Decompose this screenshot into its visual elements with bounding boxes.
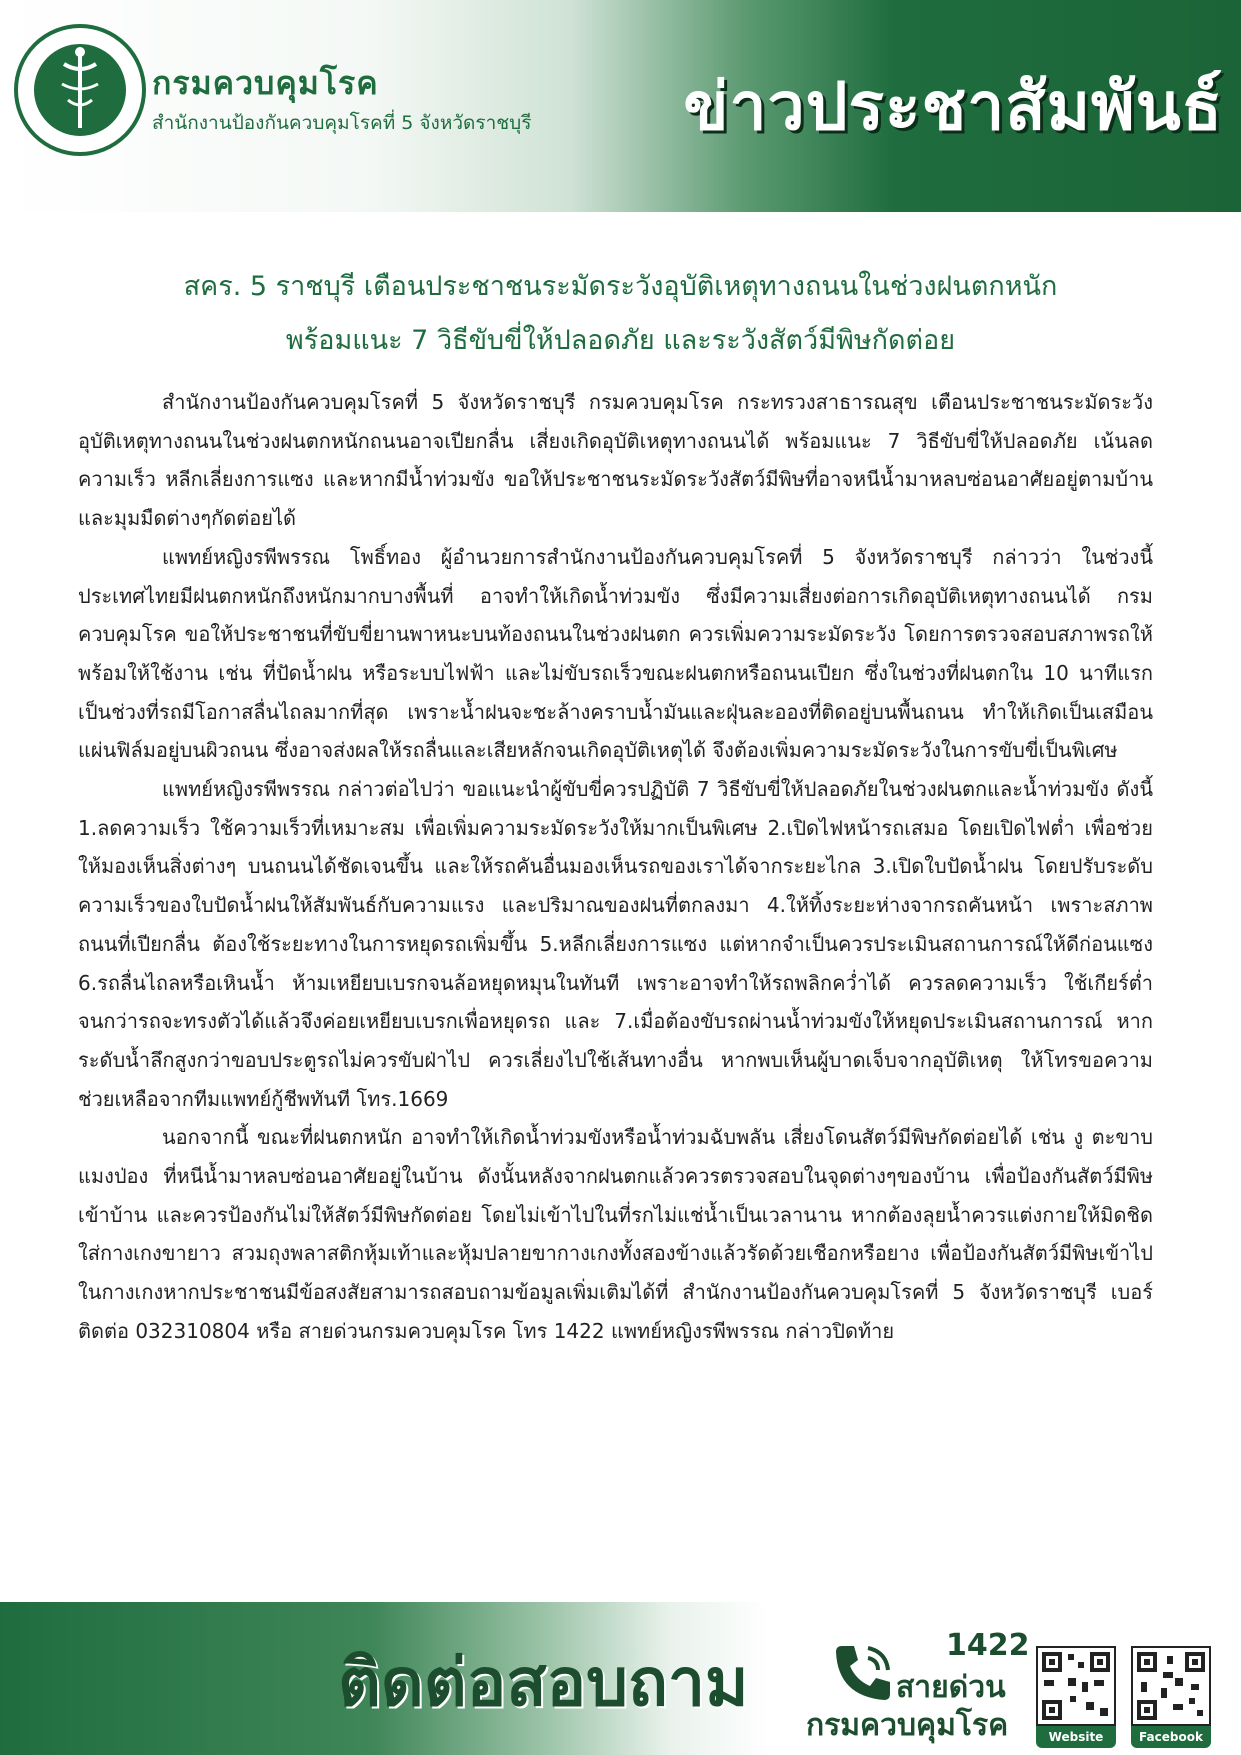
headline: [60, 260, 1181, 368]
headline-line-1: สคร. 5 ราชบุรี เตือนประชาชนระมัดระวังอุบัติเหตุทางถนนในช่วงฝนตกหนัก: [183, 271, 1058, 302]
office-name: สำนักงานป้องกันควบคุมโรคที่ 5 จังหวัดราชบุรี: [152, 112, 532, 134]
phone-icon: [828, 1638, 898, 1708]
page-footer: [0, 1602, 1241, 1755]
hotline-label: สายด่วน: [896, 1670, 1006, 1705]
paragraph-1: สำนักงานป้องกันควบคุมโรคที่ 5 จังหวัดราชบุรี กรมควบคุมโรค กระทรวงสาธารณสุข เตือนประชาชนระมัดระวังอุบัติเหตุทางถนนในช่วงฝนตกหนักถนนอาจเปียกลื่น เสี่ยงเกิดอุบัติเหตุทางถนนได้ พร้อมแนะ 7 วิธีขับขี่ให้ปลอดภัย เน้นลดความเร็ว หลีกเลี่ยงการแซง และหากมีน้ำท่วมขัง ขอให้ประชาชนระมัดระวังสัตว์มีพิษที่อาจหนีน้ำมาหลบซ่อนอาศัยอยู่ตามบ้าน และมุมมืดต่างๆกัดต่อยได้: [78, 390, 1153, 531]
article-body: [78, 383, 1153, 1351]
news-title: ข่าวประชาสัมพันธ์: [683, 68, 1223, 145]
paragraph-4: นอกจากนี้ ขณะที่ฝนตกหนัก อาจทำให้เกิดน้ำท่วมขังหรือน้ำท่วมฉับพลัน เสี่ยงโดนสัตว์มีพิษกัดต่อยได้ เช่น งู ตะขาบ แมงป่อง ที่หนีน้ำมาหลบซ่อนอาศัยอยู่ในบ้าน ดังนั้นหลังจากฝนตกแล้วควรตรวจสอบในจุดต่างๆของบ้าน เพื่อป้องกันสัตว์มีพิษเข้าบ้าน และควรป้องกันไม่ให้สัตว์มีพิษกัดต่อย โดยไม่เข้าไปในที่รกไม่แช่น้ำเป็นเวลานาน หากต้องลุยน้ำควรแต่งกายให้มิดชิด ใส่กางเกงขายาว สวมถุงพลาสติกหุ้มเท้าและหุ้มปลายขากางเกงทั้งสองข้างแล้วรัดด้วยเชือกหรือยาง เพื่อป้องกันสัตว์มีพิษเข้าไปในกางเกงหากประชาชนมีข้อสงสัยสามารถสอบถามข้อมูลเพิ่มเติมได้ที่ สำนักงานป้องกันควบคุมโรคที่ 5 จังหวัดราชบุรี เบอร์ติดต่อ 032310804 หรือ สายด่วนกรมควบคุมโรค โทร 1422 แพทย์หญิงรพีพรรณ กล่าวปิดท้าย: [78, 1125, 1153, 1343]
hotline-department: กรมควบคุมโรค: [806, 1708, 1009, 1743]
qr-code-icon: [1038, 1648, 1114, 1724]
logo-inner-ring: [34, 44, 126, 136]
ministry-logo-icon: [14, 24, 146, 156]
paragraph-2: แพทย์หญิงรพีพรรณ โพธิ์ทอง ผู้อำนวยการสำนักงานป้องกันควบคุมโรคที่ 5 จังหวัดราชบุรี กล่าวว่า ในช่วงนี้ประเทศไทยมีฝนตกหนักถึงหนักมากบางพื้นที่ อาจทำให้เกิดน้ำท่วมขัง ซึ่งมีความเสี่ยงต่อการเกิดอุบัติเหตุทางถนนได้ กรมควบคุมโรค ขอให้ประชาชนที่ขับขี่ยานพาหนะบนท้องถนนในช่วงฝนตก ควรเพิ่มความระมัดระวัง โดยการตรวจสอบสภาพรถให้พร้อมให้ใช้งาน เช่น ที่ปัดน้ำฝน หรือระบบไฟฟ้า และไม่ขับรถเร็วขณะฝนตกหรือถนนเปียก ซึ่งในช่วงที่ฝนตกใน 10 นาทีแรก เป็นช่วงที่รถมีโอกาสลื่นไถลมากที่สุด เพราะน้ำฝนจะชะล้างคราบน้ำมันและฝุ่นละอองที่ติดอยู่บนพื้นถนน ทำให้เกิดเป็นเสมือนแผ่นฟิล์มอยู่บนผิวถนน ซึ่งอาจส่งผลให้รถลื่นและเสียหลักจนเกิดอุบัติเหตุได้ จึงต้องเพิ่มความระมัดระวังในการขับขี่เป็นพิเศษ: [78, 544, 1153, 763]
department-name: กรมควบคุมโรค: [152, 64, 379, 102]
paragraph-3: แพทย์หญิงรพีพรรณ กล่าวต่อไปว่า ขอแนะนำผู้ขับขี่ควรปฏิบัติ 7 วิธีขับขี่ให้ปลอดภัยในช่วงฝนตกและน้ำท่วมขัง ดังนี้ 1.ลดความเร็ว ใช้ความเร็วที่เหมาะสม เพื่อเพิ่มความระมัดระวังให้มากเป็นพิเศษ 2.เปิดไฟหน้ารถเสมอ โดยเปิดไฟต่ำ เพื่อช่วยให้มองเห็นสิ่งต่างๆ บนถนนได้ชัดเจนขึ้น และให้รถคันอื่นมองเห็นรถของเราได้จากระยะไกล 3.เปิดใบปัดน้ำฝน โดยปรับระดับความเร็วของใบปัดน้ำฝนให้สัมพันธ์กับความแรง และปริมาณของฝนที่ตกลงมา 4.ให้ทิ้งระยะห่างจากรถคันหน้า เพราะสภาพถนนที่เปียกลื่น ต้องใช้ระยะทางในการหยุดรถเพิ่มขึ้น 5.หลีกเลี่ยงการแซง แต่หากจำเป็นควรประเมินสถานการณ์ให้ดีก่อนแซง 6.รถลื่นไถลหรือเหินน้ำ ห้ามเหยียบเบรกจนล้อหยุดหมุนในทันที เพราะอาจทำให้รถพลิกคว่ำได้ ควรลดความเร็ว ใช้เกียร์ต่ำจนกว่ารถจะทรงตัวได้แล้วจึงค่อยเหยียบเบรกเพื่อหยุดรถ และ 7.เมื่อต้องขับรถผ่านน้ำท่วมขังให้หยุดประเมินสถานการณ์ หากระดับน้ำลึกสูงกว่าขอบประตูรถไม่ควรขับฝ่าไป ควรเลี่ยงไปใช้เส้นทางอื่น หากพบเห็นผู้บาดเจ็บจากอุบัติเหตุ ให้โทรขอความช่วยเหลือจากทีมแพทย์กู้ชีพทันที โทร.1669: [78, 777, 1153, 1111]
website-qr-code[interactable]: [1036, 1646, 1116, 1726]
headline-line-2: พร้อมแนะ 7 วิธีขับขี่ให้ปลอดภัย และระวังสัตว์มีพิษกัดต่อย: [285, 325, 956, 356]
qr-code-icon: [1133, 1648, 1209, 1724]
facebook-qr-code[interactable]: [1131, 1646, 1211, 1726]
facebook-label: Facebook: [1131, 1726, 1211, 1748]
website-label: Website: [1036, 1726, 1116, 1748]
page-header: [0, 0, 1241, 212]
hotline-number: 1422: [946, 1628, 1030, 1663]
contact-label: ติดต่อสอบถาม: [338, 1644, 749, 1721]
